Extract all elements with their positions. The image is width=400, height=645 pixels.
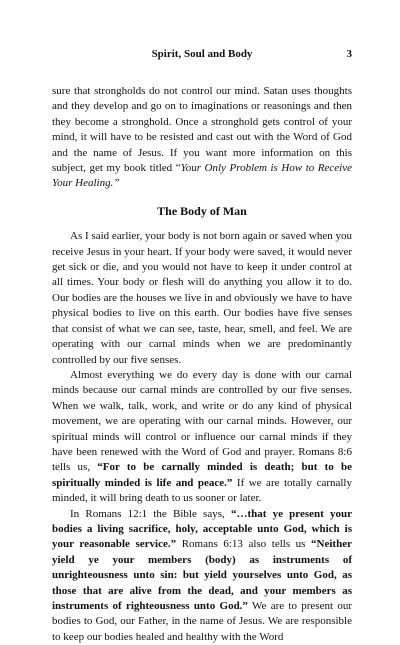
section-heading: The Body of Man <box>157 203 247 218</box>
paragraph-text-after: We are to present our bodies to God, our Father, in the name of Jesus. We are responsible to keep our bodies healed and healthy with the Word <box>52 600 352 643</box>
paragraph-text: sure that strongholds do not control our mind. Satan uses thoughts and they develop and go on to imaginations or reasonings and then they become a stronghold. Once a stronghold gets control of your mind, it will have to be resisted and cast out with the Word of God and the name of Jesus. If you want more information on this subject, get my book titled “ <box>52 85 352 175</box>
book-title: Your Only Problem is How to Receive Your Healing. <box>52 162 352 190</box>
page-number: 3 <box>346 48 352 60</box>
paragraph-mid: Romans 6:13 also tells us <box>176 538 312 551</box>
running-header <box>52 48 352 64</box>
paragraph-romans <box>52 507 352 645</box>
paragraph-strongholds <box>52 84 352 192</box>
scripture-quote-romans-12: “…that ye present your bodies a living sacrifice, holy, acceptable unto God, which is your reasonable service.” <box>52 507 352 551</box>
scripture-quote-romans-6: “Neither yield ye your members (body) as instruments of unrighteousness unto sin: but yield yourselves unto God, as those that are alive from the dead, and your members as instruments of righteousness unto God.” <box>52 538 352 612</box>
paragraph-text: Almost everything we do every day is done with our carnal minds because our carnal minds are controlled by our five senses. When we walk, talk, work, and write or do any kind of physical movement, we are operating with our carnal minds. However, our spiritual minds will control or influence our carnal minds if they have been renewed with the Word of God and prayer. Romans 8:6 tells us, <box>52 368 352 474</box>
running-title: Spirit, Soul and Body <box>151 48 253 60</box>
book-page <box>52 48 352 645</box>
body-text <box>52 84 352 645</box>
closing-quote: ” <box>113 177 120 190</box>
paragraph-text: As I said earlier, your body is not born again or saved when you receive Jesus in your heart. If your body were saved, it would never get sick or die, and you would not have to keep it under control at all times. Your body or flesh will do anything you allow it to do. Our bodies are the houses we live in and obviously we have to have physical bodies to live on this earth. Our bodies have five senses that consist of what we can see, taste, hear, smell, and feel. We are operating with our carnal minds when we are predominantly controlled by our five senses. <box>52 230 352 366</box>
paragraph-intro: In Romans 12:1 the Bible says, <box>70 507 231 520</box>
paragraph-body-not-saved <box>52 229 352 368</box>
paragraph-text-after: If we are totally carnally minded, it will bring death to us sooner or later. <box>52 476 352 505</box>
scripture-quote: “For to be carnally minded is death; but to be spiritually minded is life and peace.” <box>52 461 352 489</box>
paragraph-carnal-minds <box>52 368 352 507</box>
